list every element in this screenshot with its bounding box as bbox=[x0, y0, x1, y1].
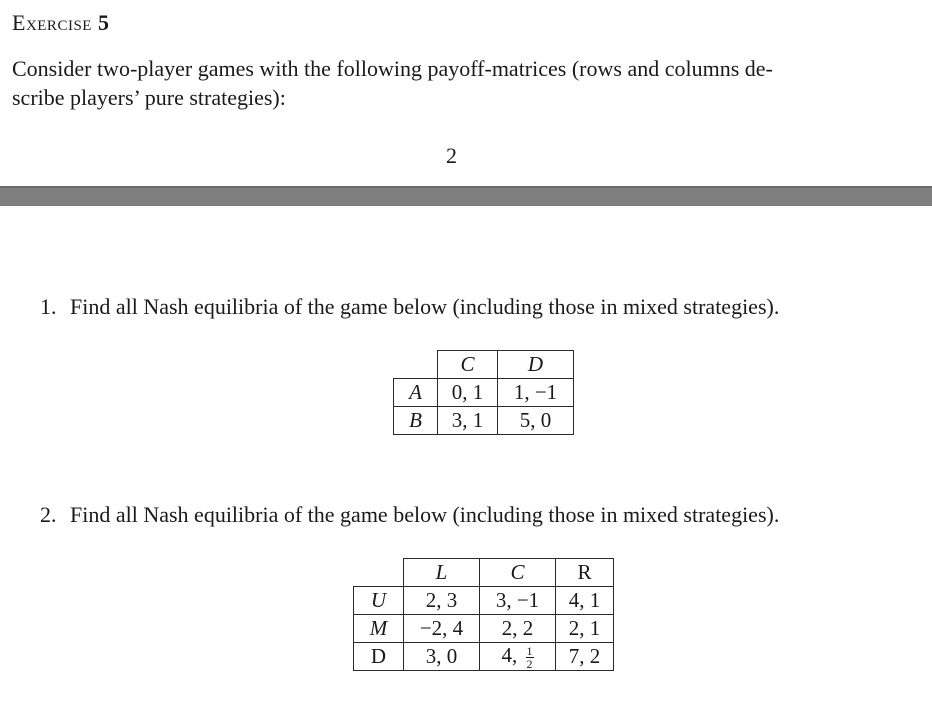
matrix-2-row-header: D bbox=[354, 643, 404, 671]
matrix-1-row-header: A bbox=[394, 379, 438, 407]
exercise-number: 5 bbox=[97, 10, 110, 35]
matrix-1-corner bbox=[394, 351, 438, 379]
matrix-2-cell: 4, 1 bbox=[556, 587, 614, 615]
matrix-2-col-header: C bbox=[480, 559, 556, 587]
question-2 bbox=[40, 502, 779, 528]
question-2-number: 2. bbox=[40, 502, 57, 527]
exercise-title bbox=[12, 10, 109, 36]
matrix-1-row bbox=[394, 379, 574, 407]
matrix-1-row bbox=[394, 407, 574, 435]
fraction-denominator: 2 bbox=[526, 656, 533, 671]
one-half-fraction bbox=[526, 645, 534, 670]
page-number: 2 bbox=[446, 143, 457, 168]
fraction-numerator: 1 bbox=[526, 643, 533, 658]
matrix-2-row-header: M bbox=[354, 615, 404, 643]
matrix-2-cell: 2, 3 bbox=[404, 587, 480, 615]
matrix-1-header-row bbox=[394, 351, 574, 379]
matrix-2-header-row bbox=[354, 559, 614, 587]
matrix-2-col-header: R bbox=[556, 559, 614, 587]
matrix-2-row bbox=[354, 587, 614, 615]
matrix-1-col-header: C bbox=[438, 351, 498, 379]
payoff-matrix-1 bbox=[393, 350, 574, 435]
matrix-2-corner bbox=[354, 559, 404, 587]
matrix-2-cell-fraction bbox=[480, 643, 556, 671]
question-2-text: Find all Nash equilibria of the game below (including those in mixed strategies). bbox=[70, 502, 780, 527]
question-1-text: Find all Nash equilibria of the game below (including those in mixed strategies). bbox=[70, 294, 780, 319]
matrix-2-cell: 3, −1 bbox=[480, 587, 556, 615]
matrix-1-row-header: B bbox=[394, 407, 438, 435]
payoff-matrix-2 bbox=[353, 558, 614, 671]
matrix-2-col-header: L bbox=[404, 559, 480, 587]
matrix-2-cell: 2, 1 bbox=[556, 615, 614, 643]
matrix-2-row bbox=[354, 615, 614, 643]
matrix-2-row bbox=[354, 643, 614, 671]
matrix-1-cell: 0, 1 bbox=[438, 379, 498, 407]
matrix-2-row-header: U bbox=[354, 587, 404, 615]
matrix-1-cell: 1, −1 bbox=[498, 379, 574, 407]
intro-paragraph bbox=[12, 54, 902, 112]
intro-line-2: scribe players’ pure strategies): bbox=[12, 85, 286, 110]
matrix-2-cell-prefix: 4, bbox=[501, 643, 523, 668]
matrix-2-cell: 7, 2 bbox=[556, 643, 614, 671]
exercise-title-word: Exercise bbox=[12, 10, 92, 35]
matrix-1-cell: 5, 0 bbox=[498, 407, 574, 435]
question-1 bbox=[40, 294, 779, 320]
intro-line-1: Consider two-player games with the following payoff-matrices (rows and columns de- bbox=[12, 56, 773, 81]
page-break-bar bbox=[0, 186, 932, 206]
matrix-2-cell: −2, 4 bbox=[404, 615, 480, 643]
question-1-number: 1. bbox=[40, 294, 57, 319]
matrix-2-cell: 2, 2 bbox=[480, 615, 556, 643]
matrix-2-cell: 3, 0 bbox=[404, 643, 480, 671]
matrix-1-col-header: D bbox=[498, 351, 574, 379]
matrix-1-cell: 3, 1 bbox=[438, 407, 498, 435]
